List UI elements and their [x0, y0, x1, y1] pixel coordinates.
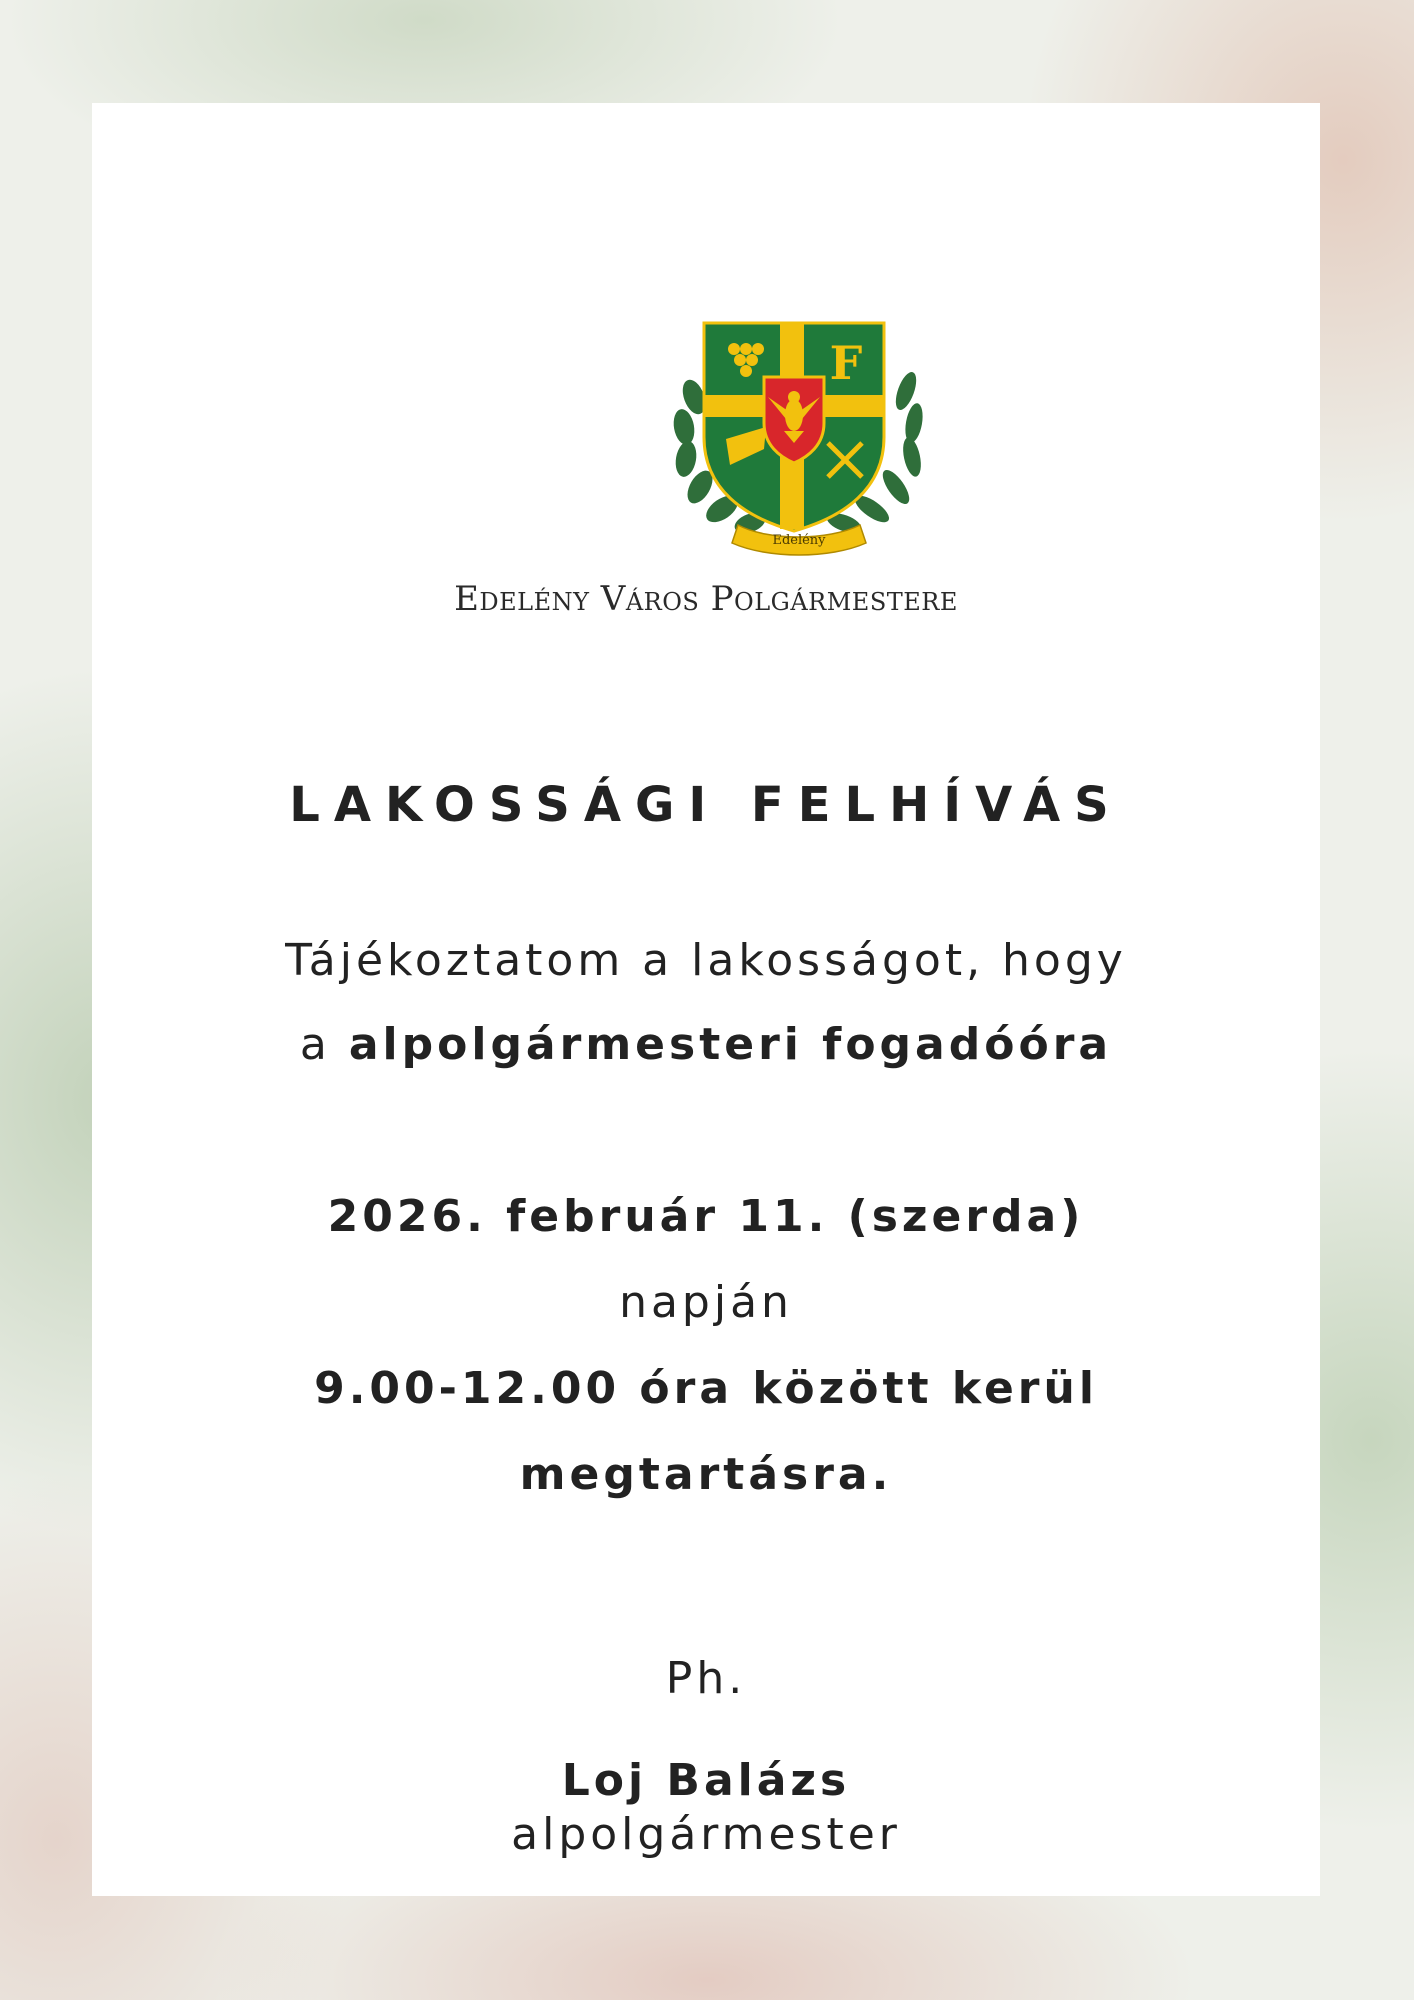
- event-date: 2026. február 11. (szerda): [327, 1191, 1085, 1242]
- subject-line: [92, 1019, 1320, 1070]
- event-time: 9.00-12.00 óra között kerül: [314, 1363, 1098, 1414]
- stamp-mark: Ph.: [665, 1653, 747, 1704]
- signatory-name: Loj Balázs: [561, 1755, 851, 1806]
- coat-of-arms-logo: [668, 319, 930, 559]
- date-suffix: napján: [619, 1277, 793, 1328]
- notice-card: [92, 103, 1320, 1896]
- signatory-role: alpolgármester: [511, 1809, 901, 1860]
- svg-text:Edelény: Edelény: [772, 533, 826, 548]
- subject-text: alpolgármesteri fogadóóra: [348, 1019, 1113, 1070]
- notice-headline: LAKOSSÁGI FELHÍVÁS: [289, 777, 1123, 833]
- subject-prefix: a: [299, 1019, 331, 1070]
- svg-text:F: F: [829, 336, 863, 390]
- issuer-title: Edelény Város Polgármestere: [454, 579, 958, 619]
- time-suffix: megtartásra.: [519, 1449, 893, 1500]
- intro-text: Tájékoztatom a lakosságot, hogy: [285, 935, 1127, 986]
